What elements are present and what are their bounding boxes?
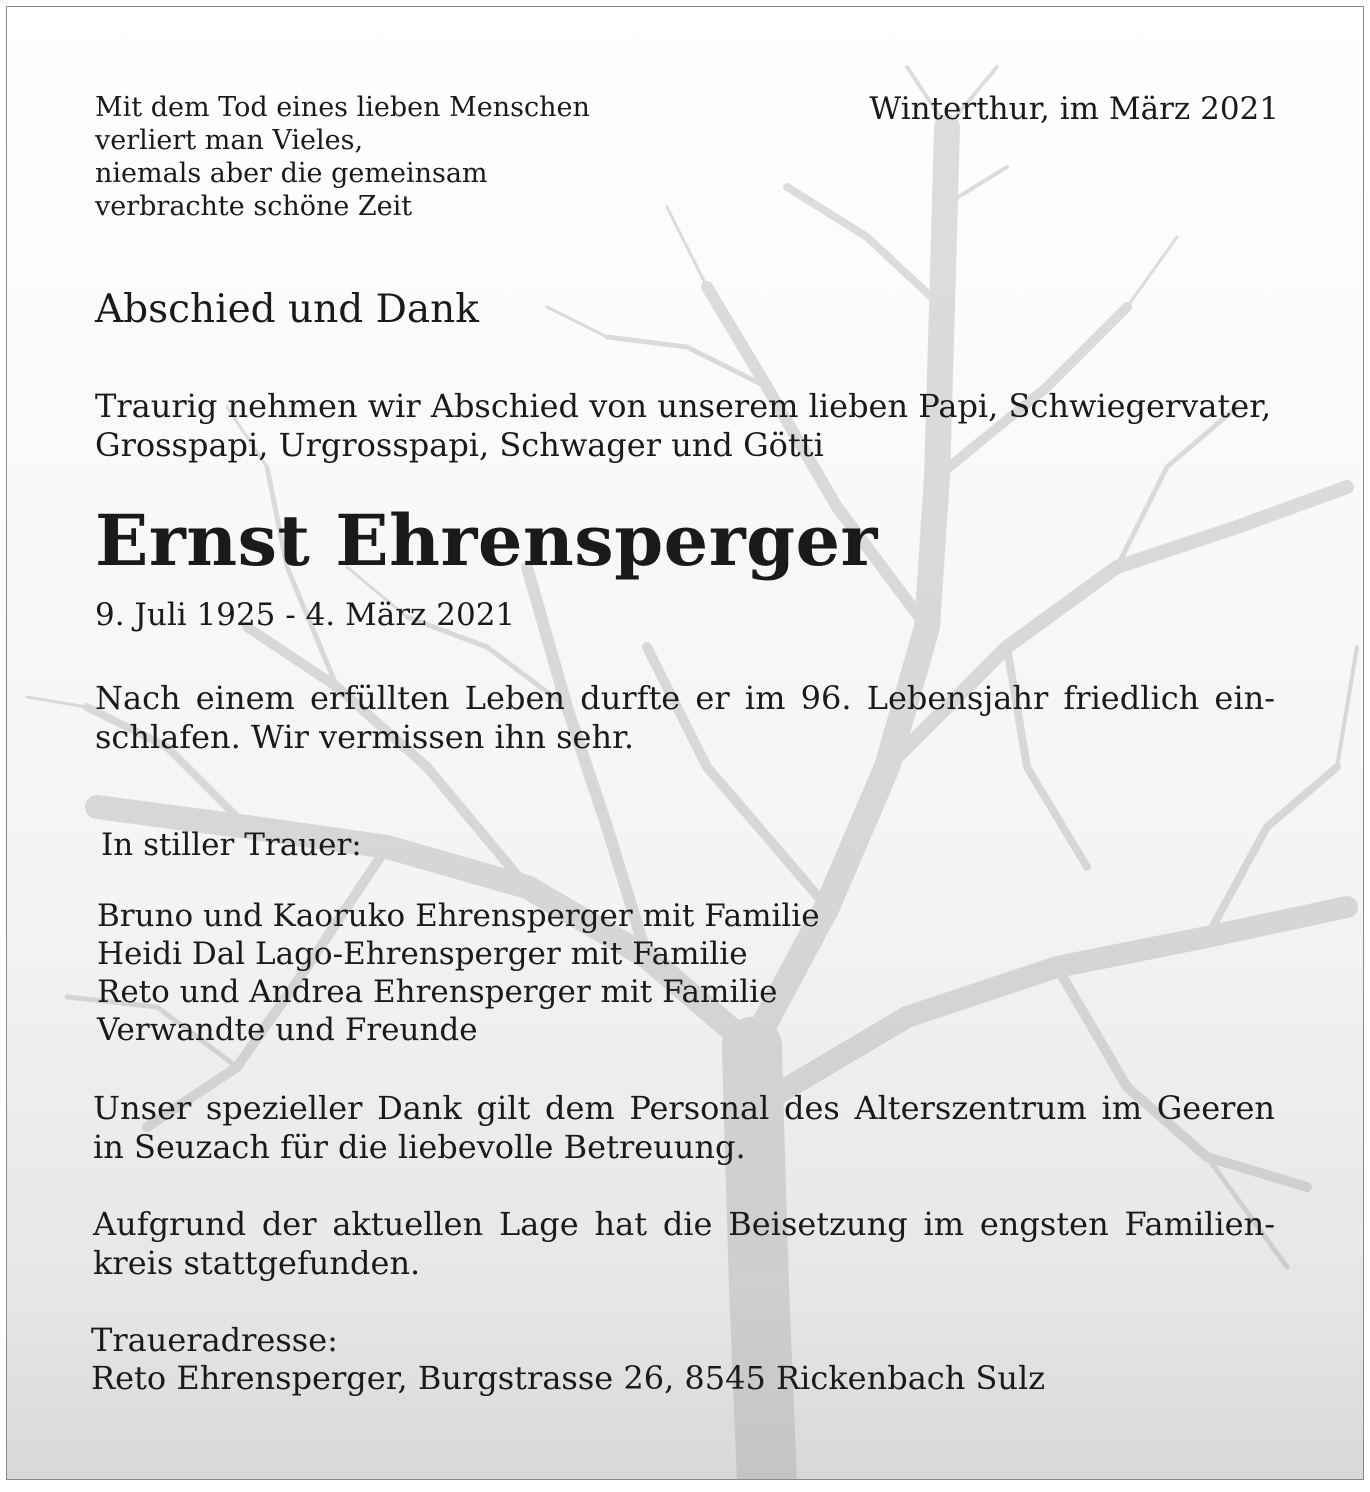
intro-text: Traurig nehmen wir Abschied von unserem lieben Papi, Schwiegervater, Grosspapi, Urgrosspapi, Schwager und Götti [95,387,1272,464]
burial-text: Aufgrund der aktuellen Lage hat die Beisetzung im engsten Familien-kreis stattgefunden. [93,1205,1275,1282]
mourner-name: Bruno und Kaoruko Ehrensperger mit Familie [97,898,820,934]
obituary-notice [6,6,1364,1480]
address-label: Traueradresse: [91,1321,338,1359]
quote-line: niemals aber die gemeinsam [95,158,488,189]
address-value: Reto Ehrensperger, Burgstrasse 26, 8545 Rickenbach Sulz [91,1359,1046,1397]
place-and-date: Winterthur, im März 2021 [869,91,1279,127]
thanks-text: Unser spezieller Dank gilt dem Personal des Alterszentrum im Geeren in Seuzach für die liebevolle Betreuung. [93,1089,1275,1166]
life-text: Nach einem erfüllten Leben durfte er im 96. Lebensjahr friedlich ein-schlafen. Wir vermissen ihn sehr. [95,679,1275,756]
mourner-name: Heidi Dal Lago-Ehrensperger mit Familie [97,936,748,972]
opening-quote [95,91,590,223]
quote-line: verbrachte schöne Zeit [95,191,413,222]
life-dates: 9. Juli 1925 - 4. März 2021 [95,597,516,633]
mourner-name: Reto und Andrea Ehrensperger mit Familie [97,974,778,1010]
mourner-name: Verwandte und Freunde [97,1012,478,1048]
mourners-list [97,897,820,1049]
notice-heading: Abschied und Dank [95,287,479,332]
mourners-title: In stiller Trauer: [101,827,362,863]
deceased-name: Ernst Ehrensperger [95,499,878,582]
quote-line: verliert man Vieles, [95,125,364,156]
quote-line: Mit dem Tod eines lieben Menschen [95,92,590,123]
